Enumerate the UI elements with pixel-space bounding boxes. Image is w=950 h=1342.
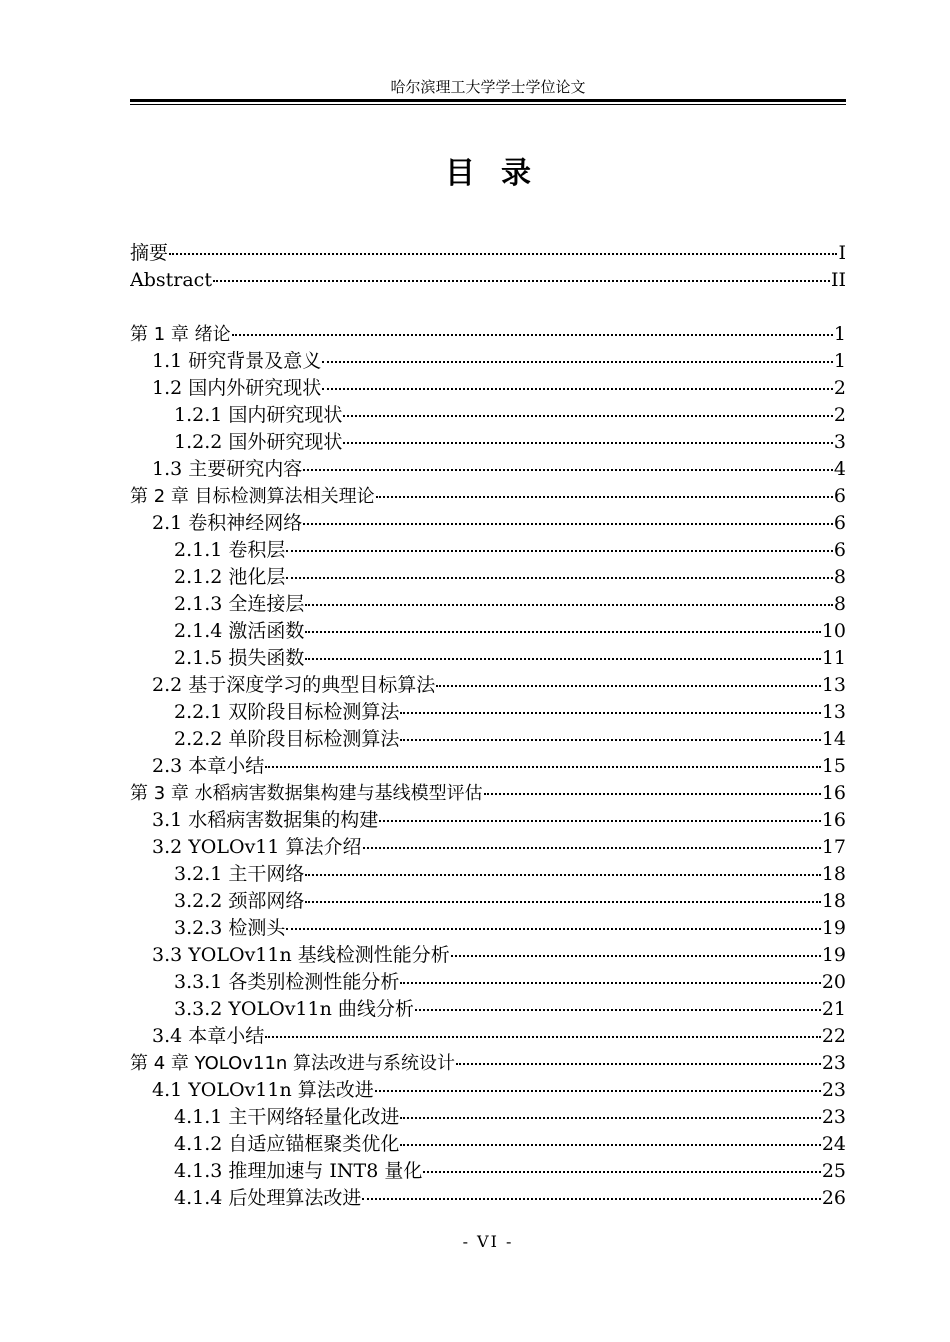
toc-dot-leader xyxy=(286,550,833,552)
toc-entry-text: 2.1.3 全连接层 xyxy=(174,593,305,615)
toc-dot-leader xyxy=(362,1198,820,1200)
toc-entry-page: 6 xyxy=(833,512,846,534)
table-of-contents xyxy=(130,240,846,1212)
toc-dot-leader xyxy=(400,982,820,984)
toc-dot-leader xyxy=(456,1063,821,1065)
toc-entry-text: 4.1.3 推理加速与 INT8 量化 xyxy=(174,1160,423,1182)
toc-dot-leader xyxy=(400,739,820,741)
toc-entry-page: 3 xyxy=(833,431,846,453)
toc-dot-leader xyxy=(213,280,830,282)
toc-dot-leader xyxy=(423,1171,820,1173)
toc-entry-text: 3.4 本章小结 xyxy=(152,1025,265,1047)
toc-entry-text: 2.1.4 激活函数 xyxy=(174,620,305,642)
toc-entry-text: 第 3 章 水稻病害数据集构建与基线模型评估 xyxy=(130,783,483,804)
toc-dot-leader xyxy=(305,604,833,606)
toc-entry-subsection[interactable] xyxy=(130,1104,846,1131)
toc-entry-page: 1 xyxy=(833,350,846,372)
toc-spacer xyxy=(130,294,846,321)
header-rule-thin xyxy=(130,104,846,105)
toc-dot-leader xyxy=(379,820,821,822)
toc-entry-text: 3.2.1 主干网络 xyxy=(174,863,305,885)
toc-entry-chapter[interactable] xyxy=(130,1050,846,1077)
toc-entry-section[interactable] xyxy=(130,375,846,402)
toc-entry-text: 4.1.4 后处理算法改进 xyxy=(174,1187,362,1209)
toc-entry-text: 4.1 YOLOv11n 算法改进 xyxy=(152,1079,374,1101)
toc-entry-subsection[interactable] xyxy=(130,429,846,456)
toc-entry-text: 1.2 国内外研究现状 xyxy=(152,377,322,399)
toc-dot-leader xyxy=(169,253,837,255)
toc-dot-leader xyxy=(303,523,833,525)
toc-dot-leader xyxy=(400,1117,820,1119)
toc-entry-page: 19 xyxy=(821,917,846,939)
toc-dot-leader xyxy=(400,712,820,714)
toc-entry-page: 16 xyxy=(821,782,846,804)
toc-entry-page: 14 xyxy=(821,728,846,750)
toc-entry-page: 22 xyxy=(821,1025,846,1047)
toc-entry-text: 4.1.2 自适应锚框聚类优化 xyxy=(174,1133,400,1155)
toc-entry-text: 2.1.5 损失函数 xyxy=(174,647,305,669)
toc-dot-leader xyxy=(363,847,821,849)
toc-entry-subsection[interactable] xyxy=(130,726,846,753)
toc-entry-section[interactable] xyxy=(130,834,846,861)
toc-entry-section[interactable] xyxy=(130,348,846,375)
toc-entry-text: 1.3 主要研究内容 xyxy=(152,458,303,480)
toc-entry-subsection[interactable] xyxy=(130,564,846,591)
toc-entry-text: 2.1.2 池化层 xyxy=(174,566,286,588)
toc-entry-page: 2 xyxy=(833,377,846,399)
toc-entry-subsection[interactable] xyxy=(130,645,846,672)
toc-entry-page: 26 xyxy=(821,1187,846,1209)
toc-entry-text: 4.1.1 主干网络轻量化改进 xyxy=(174,1106,400,1128)
toc-entry-text: 2.2.2 单阶段目标检测算法 xyxy=(174,728,400,750)
toc-entry-page: 8 xyxy=(833,593,846,615)
toc-entry-page: 23 xyxy=(821,1079,846,1101)
toc-entry-subsection[interactable] xyxy=(130,699,846,726)
toc-dot-leader xyxy=(286,577,833,579)
toc-entry-section[interactable] xyxy=(130,753,846,780)
toc-dot-leader xyxy=(305,631,820,633)
toc-entry-subsection[interactable] xyxy=(130,861,846,888)
toc-entry-text: 3.2.2 颈部网络 xyxy=(174,890,305,912)
toc-entry-text: 2.3 本章小结 xyxy=(152,755,265,777)
toc-dot-leader xyxy=(232,334,833,336)
toc-dot-leader xyxy=(305,658,820,660)
toc-entry-page: 21 xyxy=(821,998,846,1020)
toc-entry-abstract-en[interactable] xyxy=(130,267,846,294)
toc-entry-section[interactable] xyxy=(130,1077,846,1104)
running-header: 哈尔滨理工大学学士学位论文 xyxy=(390,78,586,96)
toc-entry-section[interactable] xyxy=(130,672,846,699)
toc-body xyxy=(130,321,846,1212)
toc-entry-page: 23 xyxy=(821,1052,846,1074)
toc-entry-text: 2.1.1 卷积层 xyxy=(174,539,286,561)
toc-entry-page: 10 xyxy=(821,620,846,642)
toc-entry-text: 3.3.2 YOLOv11n 曲线分析 xyxy=(174,998,414,1020)
toc-entry-page: 2 xyxy=(833,404,846,426)
toc-dot-leader xyxy=(343,415,833,417)
toc-dot-leader xyxy=(400,1144,820,1146)
toc-entry-text: 3.2.3 检测头 xyxy=(174,917,286,939)
toc-entry-text: 3.3 YOLOv11n 基线检测性能分析 xyxy=(152,944,450,966)
toc-dot-leader xyxy=(303,469,833,471)
toc-entry-subsection[interactable] xyxy=(130,618,846,645)
toc-entry-chapter[interactable] xyxy=(130,321,846,348)
toc-entry-page: 16 xyxy=(821,809,846,831)
toc-entry-page: 8 xyxy=(833,566,846,588)
toc-entry-text: 2.2.1 双阶段目标检测算法 xyxy=(174,701,400,723)
toc-entry-page: 13 xyxy=(821,674,846,696)
toc-dot-leader xyxy=(375,1090,821,1092)
toc-dot-leader xyxy=(376,496,833,498)
toc-entry-page: 17 xyxy=(821,836,846,858)
toc-entry-subsection[interactable] xyxy=(130,915,846,942)
toc-entry-text: 2.2 基于深度学习的典型目标算法 xyxy=(152,674,436,696)
toc-dot-leader xyxy=(451,955,821,957)
toc-entry-page: 4 xyxy=(833,458,846,480)
toc-entry-text: 3.1 水稻病害数据集的构建 xyxy=(152,809,379,831)
toc-dot-leader xyxy=(286,928,820,930)
toc-dot-leader xyxy=(436,685,821,687)
toc-entry-subsection[interactable] xyxy=(130,402,846,429)
toc-entry-text: Abstract xyxy=(130,269,212,291)
toc-dot-leader xyxy=(322,361,833,363)
toc-entry-text: 2.1 卷积神经网络 xyxy=(152,512,303,534)
toc-dot-leader xyxy=(415,1009,821,1011)
toc-entry-section[interactable] xyxy=(130,510,846,537)
toc-entry-page: I xyxy=(838,242,846,264)
toc-entry-text: 第 2 章 目标检测算法相关理论 xyxy=(130,486,375,507)
toc-entry-subsection[interactable] xyxy=(130,1158,846,1185)
toc-dot-leader xyxy=(343,442,833,444)
toc-entry-page: 15 xyxy=(821,755,846,777)
toc-entry-page: II xyxy=(830,269,846,291)
toc-entry-section[interactable] xyxy=(130,942,846,969)
toc-entry-text: 1.1 研究背景及意义 xyxy=(152,350,322,372)
toc-entry-subsection[interactable] xyxy=(130,591,846,618)
page-number: - VI - xyxy=(462,1232,514,1251)
toc-dot-leader xyxy=(484,793,821,795)
toc-entry-page: 1 xyxy=(833,323,846,345)
toc-entry-page: 19 xyxy=(821,944,846,966)
toc-entry-text: 1.2.1 国内研究现状 xyxy=(174,404,343,426)
toc-entry-section[interactable] xyxy=(130,1023,846,1050)
toc-entry-text: 1.2.2 国外研究现状 xyxy=(174,431,343,453)
toc-dot-leader xyxy=(322,388,833,390)
toc-entry-text: 摘要 xyxy=(130,242,169,264)
toc-entry-subsection[interactable] xyxy=(130,1185,846,1212)
header-rule-thick xyxy=(130,99,846,102)
toc-entry-text: 第 4 章 YOLOv11n 算法改进与系统设计 xyxy=(130,1053,456,1074)
toc-entry-subsection[interactable] xyxy=(130,888,846,915)
toc-entry-abstract-cn[interactable] xyxy=(130,240,846,267)
toc-entry-page: 23 xyxy=(821,1106,846,1128)
toc-entry-text: 3.3.1 各类别检测性能分析 xyxy=(174,971,400,993)
toc-entry-subsection[interactable] xyxy=(130,969,846,996)
toc-entry-page: 6 xyxy=(833,539,846,561)
toc-entry-section[interactable] xyxy=(130,456,846,483)
toc-entry-page: 20 xyxy=(821,971,846,993)
toc-dot-leader xyxy=(305,874,820,876)
toc-dot-leader xyxy=(265,766,821,768)
toc-title: 目录 xyxy=(445,156,557,191)
toc-entry-page: 11 xyxy=(821,647,846,669)
toc-entry-chapter[interactable] xyxy=(130,780,846,807)
toc-entry-page: 25 xyxy=(821,1160,846,1182)
toc-entry-page: 13 xyxy=(821,701,846,723)
toc-entry-subsection[interactable] xyxy=(130,537,846,564)
toc-entry-chapter[interactable] xyxy=(130,483,846,510)
toc-entry-subsection[interactable] xyxy=(130,996,846,1023)
toc-entry-text: 第 1 章 绪论 xyxy=(130,324,231,345)
toc-dot-leader xyxy=(305,901,820,903)
toc-entry-subsection[interactable] xyxy=(130,1131,846,1158)
toc-entry-page: 18 xyxy=(821,863,846,885)
toc-entry-page: 18 xyxy=(821,890,846,912)
toc-entry-section[interactable] xyxy=(130,807,846,834)
toc-entry-text: 3.2 YOLOv11 算法介绍 xyxy=(152,836,362,858)
toc-entry-page: 24 xyxy=(821,1133,846,1155)
toc-dot-leader xyxy=(265,1036,821,1038)
toc-entry-page: 6 xyxy=(833,485,846,507)
